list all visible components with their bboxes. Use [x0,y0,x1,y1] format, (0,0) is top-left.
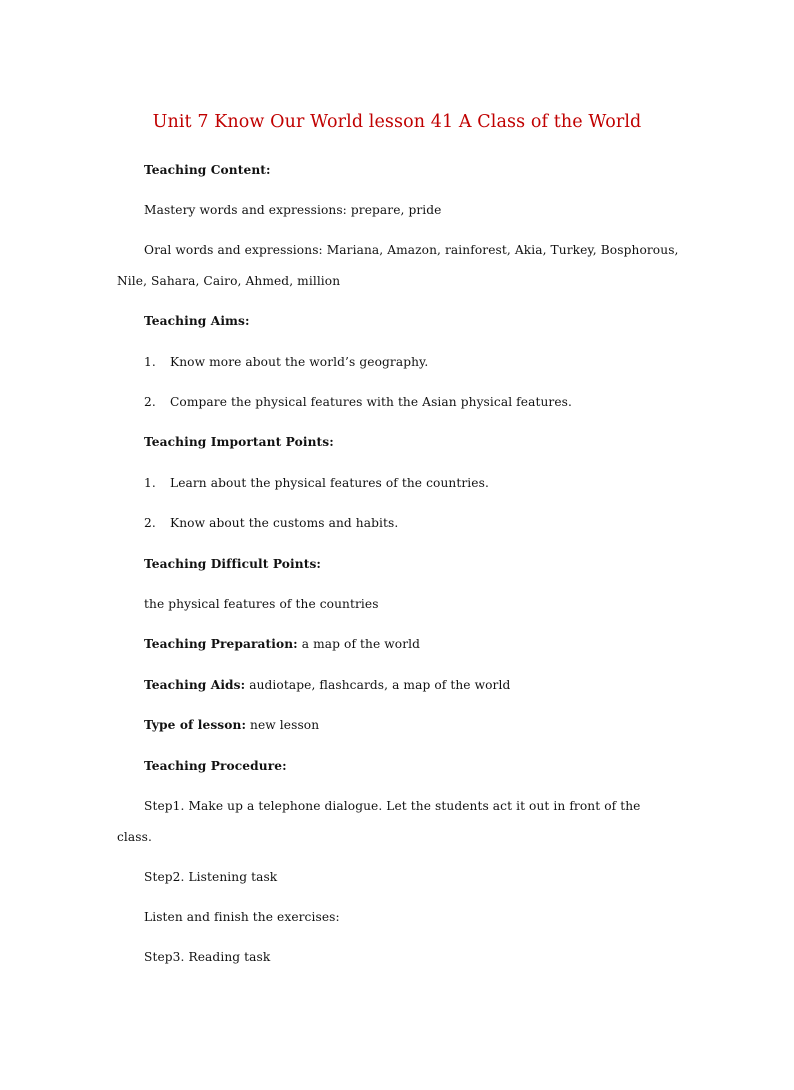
aids-value: audiotape, flashcards, a map of the world [245,678,511,692]
aim-number: 2. [144,395,156,409]
aids-label: Teaching Aids: [144,678,246,692]
type-label: Type of lesson: [144,718,247,732]
teaching-aids [144,677,510,693]
difficult-points-heading: Teaching Difficult Points: [144,557,322,571]
aim-item-2 [144,394,572,410]
oral-words-line2: Nile, Sahara, Cairo, Ahmed, million [117,274,341,288]
teaching-preparation [144,636,420,652]
important-number: 2. [144,516,156,530]
preparation-value: a map of the world [297,637,421,651]
important-item-1 [144,475,489,491]
listen-instruction: Listen and finish the exercises: [144,910,340,924]
aim-item-1 [144,354,428,370]
important-text: Learn about the physical features of the countries. [170,476,489,490]
type-of-lesson [144,717,319,733]
step1-line2: class. [117,830,152,844]
aim-text: Know more about the world’s geography. [170,355,429,369]
preparation-label: Teaching Preparation: [144,637,298,651]
difficult-points-text: the physical features of the countries [144,597,379,611]
aim-text: Compare the physical features with the Asian physical features. [170,395,572,409]
mastery-words: Mastery words and expressions: prepare, pride [144,203,442,217]
step3: Step3. Reading task [144,950,271,964]
step2: Step2. Listening task [144,870,278,884]
oral-words-line1: Oral words and expressions: Mariana, Amazon, rainforest, Akia, Turkey, Bosphorous, [144,243,679,257]
important-points-heading: Teaching Important Points: [144,435,334,449]
document-title: Unit 7 Know Our World lesson 41 A Class of the World [152,112,642,132]
important-text: Know about the customs and habits. [170,516,399,530]
teaching-content-heading: Teaching Content: [144,163,271,177]
teaching-aims-heading: Teaching Aims: [144,314,250,328]
important-item-2 [144,515,398,531]
important-number: 1. [144,476,156,490]
teaching-procedure-heading: Teaching Procedure: [144,759,287,773]
aim-number: 1. [144,355,156,369]
type-value: new lesson [246,718,320,732]
step1-line1: Step1. Make up a telephone dialogue. Let the students act it out in front of the [144,799,641,813]
